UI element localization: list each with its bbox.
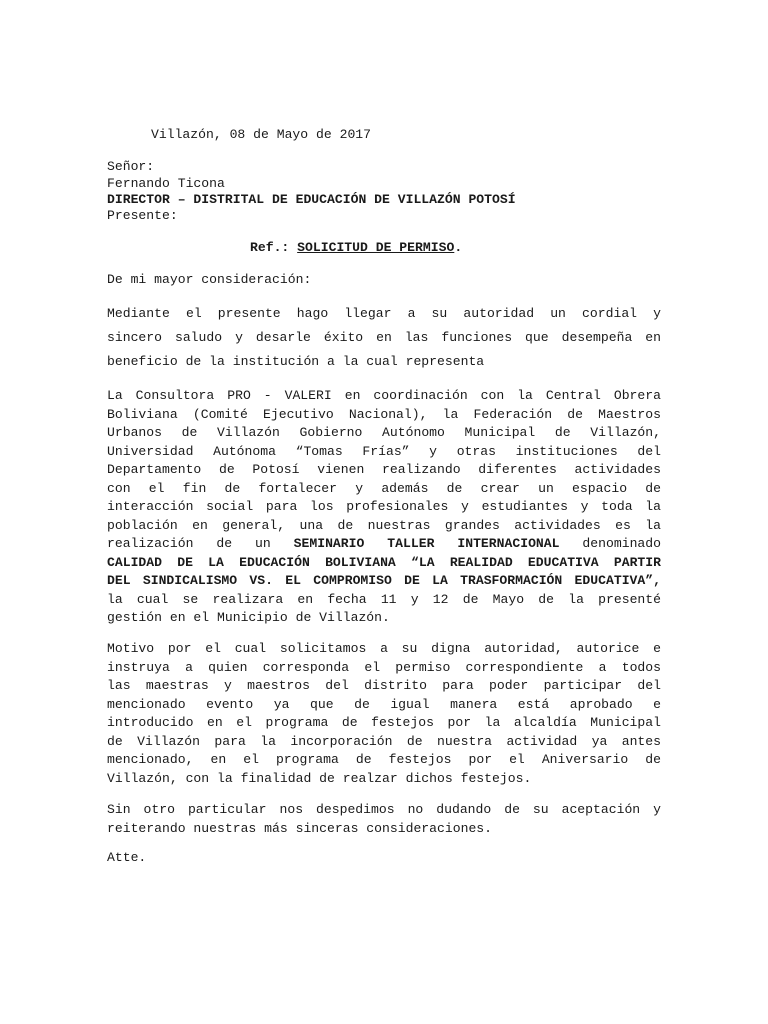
paragraph-line: introducido en el programa de festejos por la alcaldía Municipal xyxy=(107,715,661,730)
recipient-name: Fernando Ticona xyxy=(107,176,225,191)
paragraph-line: Departamento de Potosí vienen realizando diferentes actividades xyxy=(107,462,661,477)
closing: Atte. xyxy=(107,850,147,865)
letter-date: Villazón, 08 de Mayo de 2017 xyxy=(151,127,372,142)
presente-label: Presente: xyxy=(107,208,178,223)
paragraph-line: gestión en el Municipio de Villazón. xyxy=(107,610,390,625)
paragraph-line: beneficio de la institución a la cual representa xyxy=(107,354,485,369)
paragraph-line: población en general, una de nuestras grandes actividades es la xyxy=(107,517,661,533)
paragraph-line: las maestras y maestros del distrito para poder participar del xyxy=(107,678,661,693)
line-text: denominado xyxy=(559,536,661,551)
line-text: realización de un xyxy=(107,536,294,551)
paragraph-intro xyxy=(107,302,661,374)
event-title-line: DEL SINDICALISMO VS. EL COMPROMISO DE LA TRASFORMACIÓN EDUCATIVA”, xyxy=(107,573,661,588)
paragraph-line: mencionado, en el programa de festejos por el Aniversario de xyxy=(107,752,661,767)
greeting: De mi mayor consideración: xyxy=(107,272,312,287)
paragraph-event xyxy=(107,387,661,628)
reference-label: Ref.: xyxy=(250,240,290,255)
paragraph-line: Universidad Autónoma “Tomas Frías” y otras instituciones del xyxy=(107,443,661,459)
paragraph-line: Villazón, con la finalidad de realzar dichos festejos. xyxy=(107,770,532,786)
paragraph-line: sincero saludo y desarle éxito en las funciones que desempeña en xyxy=(107,330,661,345)
paragraph-request xyxy=(107,640,661,788)
paragraph-line: Urbanos de Villazón Gobierno Autónomo Municipal de Villazón, xyxy=(107,425,661,440)
paragraph-line: de Villazón para la incorporación de nuestra actividad ya antes xyxy=(107,733,661,749)
recipient-title: DIRECTOR – DISTRITAL DE EDUCACIÓN DE VILLAZÓN POTOSÍ xyxy=(107,192,516,207)
salutation: Señor: xyxy=(107,159,155,174)
paragraph-line: con el fin de fortalecer y además de crear un espacio de xyxy=(107,480,661,496)
seminar-name: SEMINARIO TALLER INTERNACIONAL xyxy=(293,536,560,551)
paragraph-line: reiterando nuestras más sinceras consideraciones. xyxy=(107,820,493,836)
paragraph-line: Motivo por el cual solicitamos a su digna autoridad, autorice e xyxy=(107,641,661,656)
paragraph-line: Sin otro particular nos despedimos no dudando de su aceptación y xyxy=(107,802,661,817)
paragraph-line: interacción social para los profesionales y estudiantes y toda la xyxy=(107,499,661,514)
paragraph-line: mencionado evento ya que de igual manera está aprobado e xyxy=(107,696,661,712)
paragraph-line: La Consultora PRO - VALERI en coordinación con la Central Obrera xyxy=(107,388,661,403)
paragraph-farewell xyxy=(107,801,661,838)
reference-subject: SOLICITUD DE PERMISO xyxy=(297,240,455,255)
reference-line xyxy=(250,240,768,256)
paragraph-line: Boliviana (Comité Ejecutivo Nacional), la Federación de Maestros xyxy=(107,406,661,422)
event-title-line: CALIDAD DE LA EDUCACIÓN BOLIVIANA “LA REALIDAD EDUCATIVA PARTIR xyxy=(107,554,661,570)
reference-end: . xyxy=(454,240,463,255)
paragraph-line: Mediante el presente hago llegar a su autoridad un cordial y xyxy=(107,306,661,321)
paragraph-line xyxy=(107,535,661,554)
paragraph-line: la cual se realizara en fecha 11 y 12 de Mayo de la presenté xyxy=(107,591,661,607)
paragraph-line: instruya a quien corresponda el permiso correspondiente a todos xyxy=(107,659,661,675)
